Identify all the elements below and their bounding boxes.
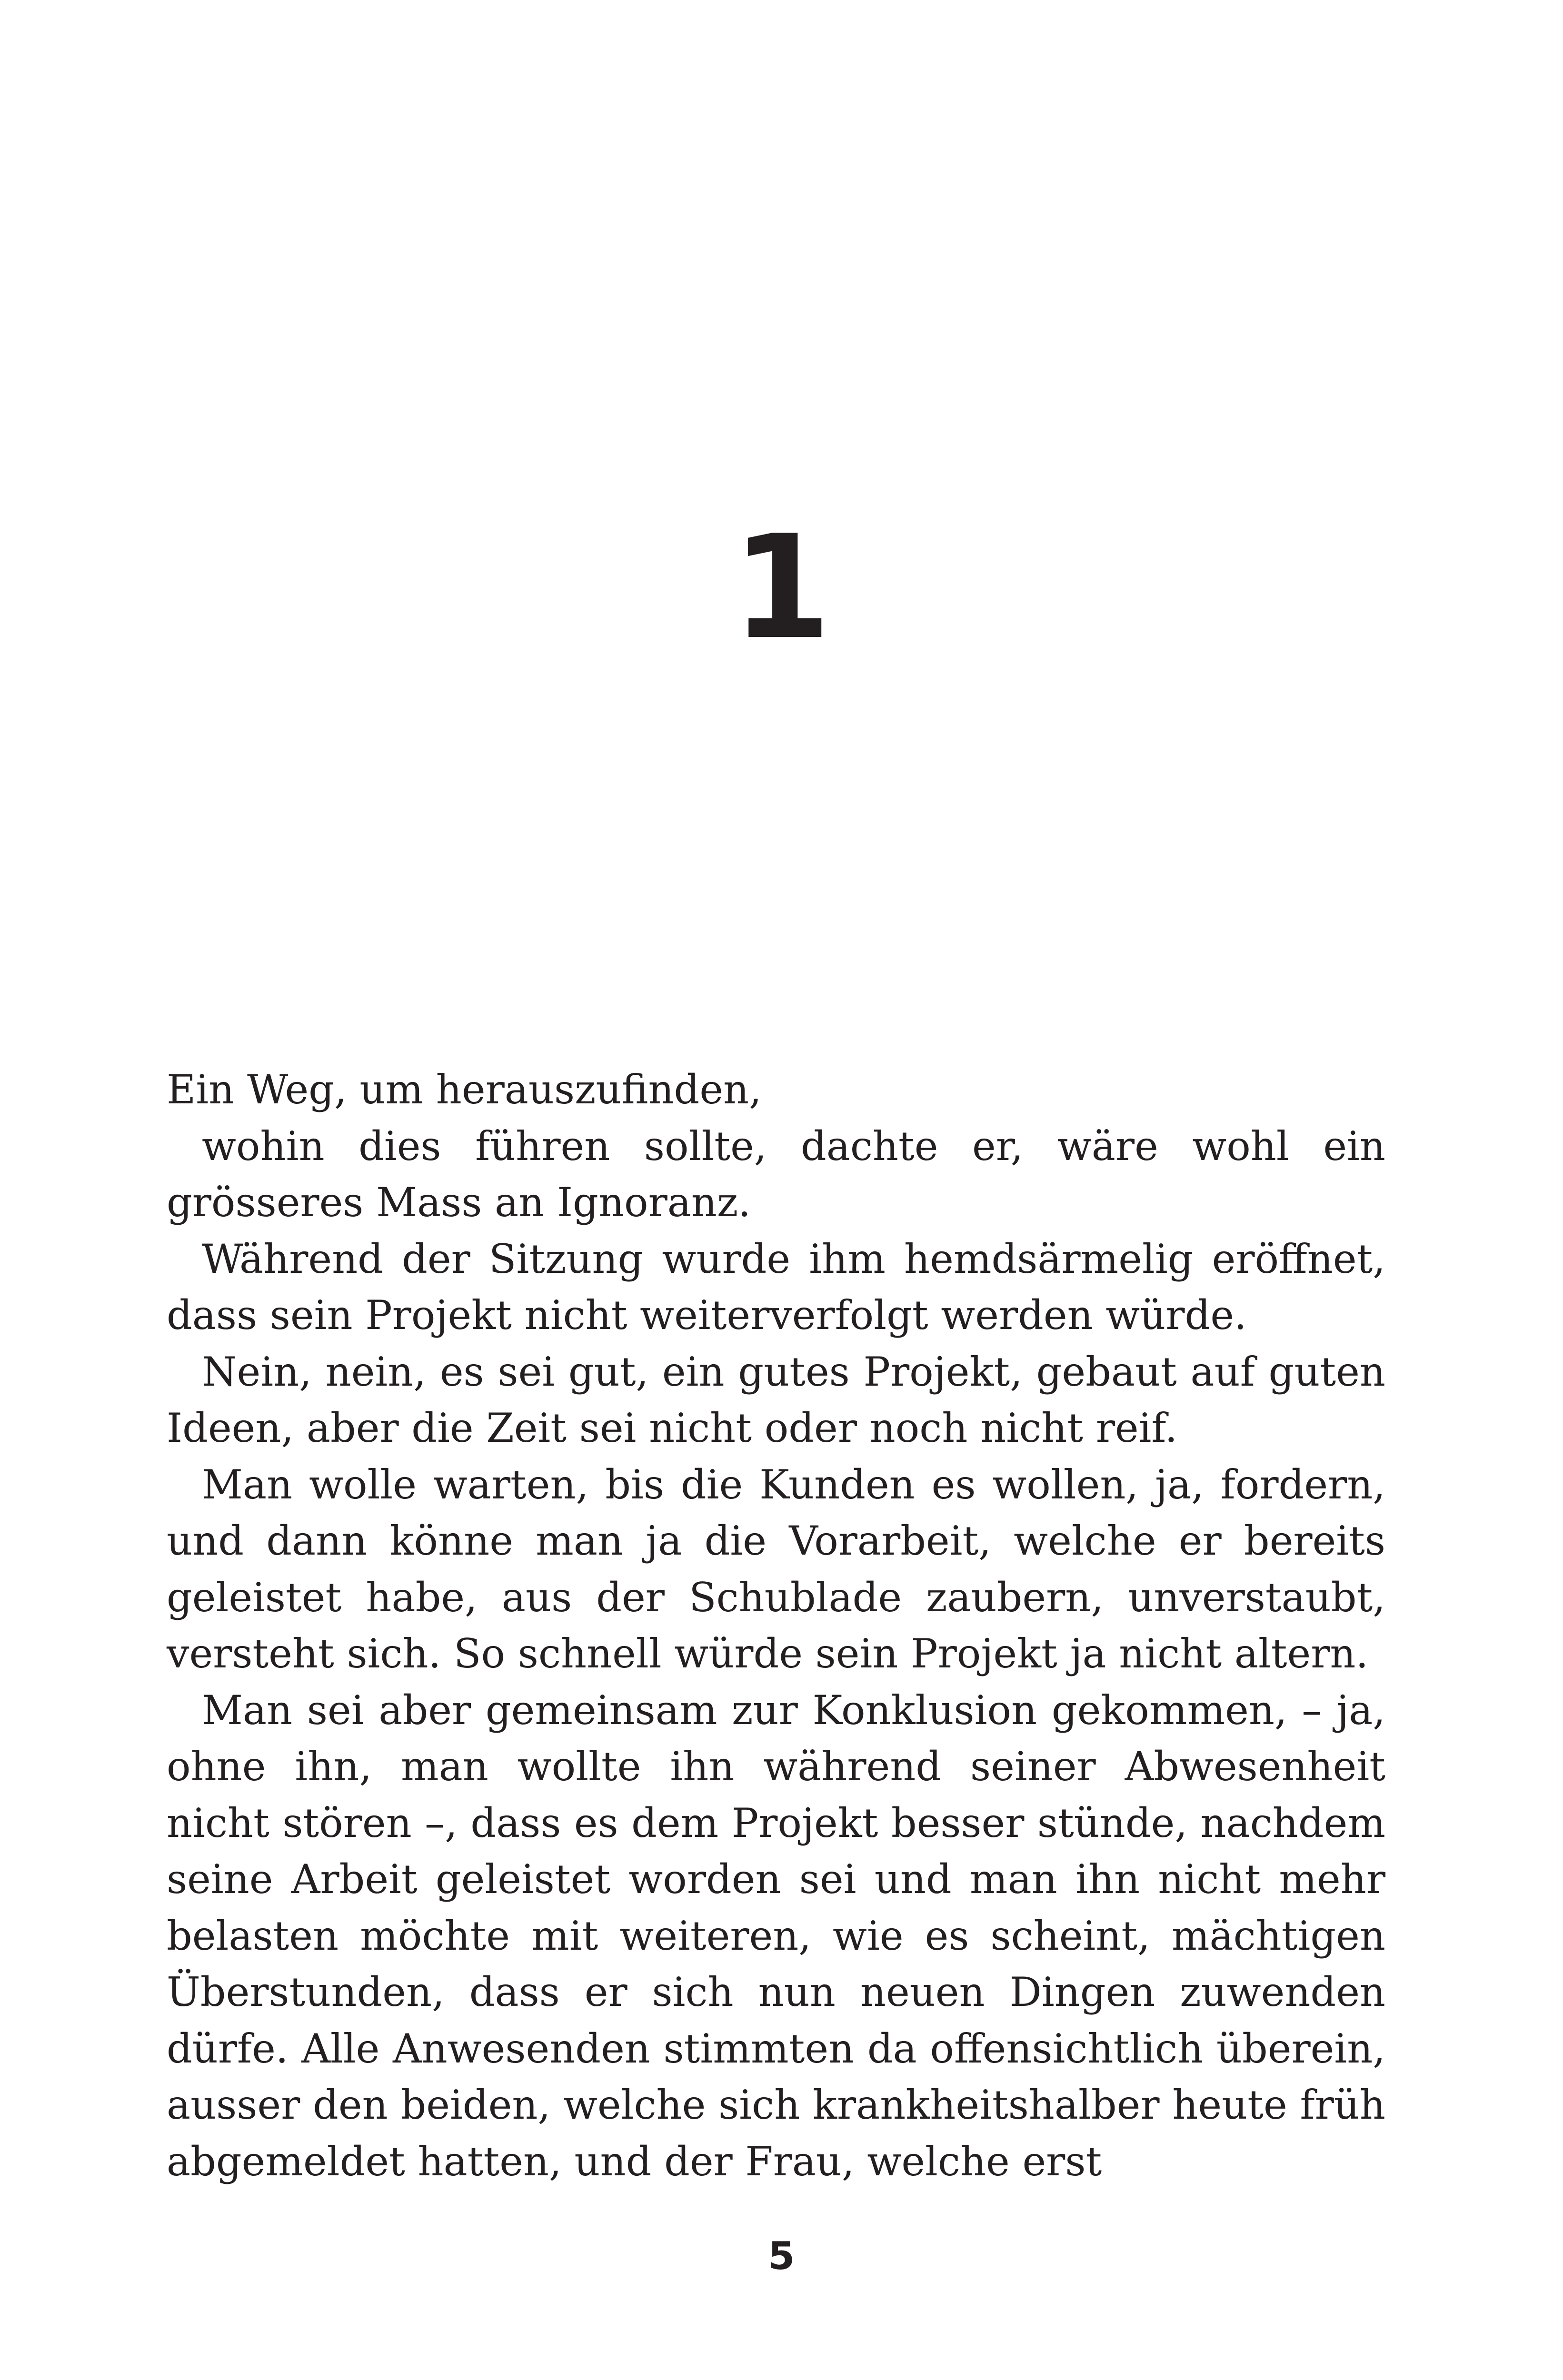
chapter-number: 1: [732, 505, 831, 671]
page-number: 5: [768, 2234, 795, 2278]
paragraph: Ein Weg, um herauszufinden,: [167, 1066, 762, 1113]
paragraph: Man wolle warten, bis die Kunden es wollen, ja, fordern, und dann könne man ja die Vorarbeit, welche er bereits geleistet habe, aus der Schublade zaubern, unverstaubt, versteht sich. So schnell würde sein Projekt ja nicht altern.: [167, 1461, 1385, 1677]
paragraph: Während der Sitzung wurde ihm hemdsärmelig eröffnet, dass sein Projekt nicht weiterverfolgt werden würde.: [167, 1235, 1385, 1339]
paragraph: Man sei aber gemeinsam zur Konklusion gekommen, – ja, ohne ihn, man wollte ihn während seiner Abwesenheit nicht stören –, dass es dem Projekt besser stünde, nachdem seine Arbeit geleistet worden sei und man ihn nicht mehr belasten möchte mit weiteren, wie es scheint, mächtigen Überstunden, dass er sich nun neuen Dingen zuwenden dürfe. Alle Anwesenden stimmten da offensichtlich überein, ausser den beiden, welche sich krankheitshalber heute früh abgemeldet hatten, und der Frau, welche erst: [167, 1686, 1385, 2185]
body-text: [167, 1061, 1385, 2190]
paragraph: wohin dies führen sollte, dachte er, wäre wohl ein grösseres Mass an Ignoranz.: [167, 1122, 1385, 1226]
paragraph: Nein, nein, es sei gut, ein gutes Projekt, gebaut auf guten Ideen, aber die Zeit sei nicht oder noch nicht reif.: [167, 1348, 1385, 1451]
